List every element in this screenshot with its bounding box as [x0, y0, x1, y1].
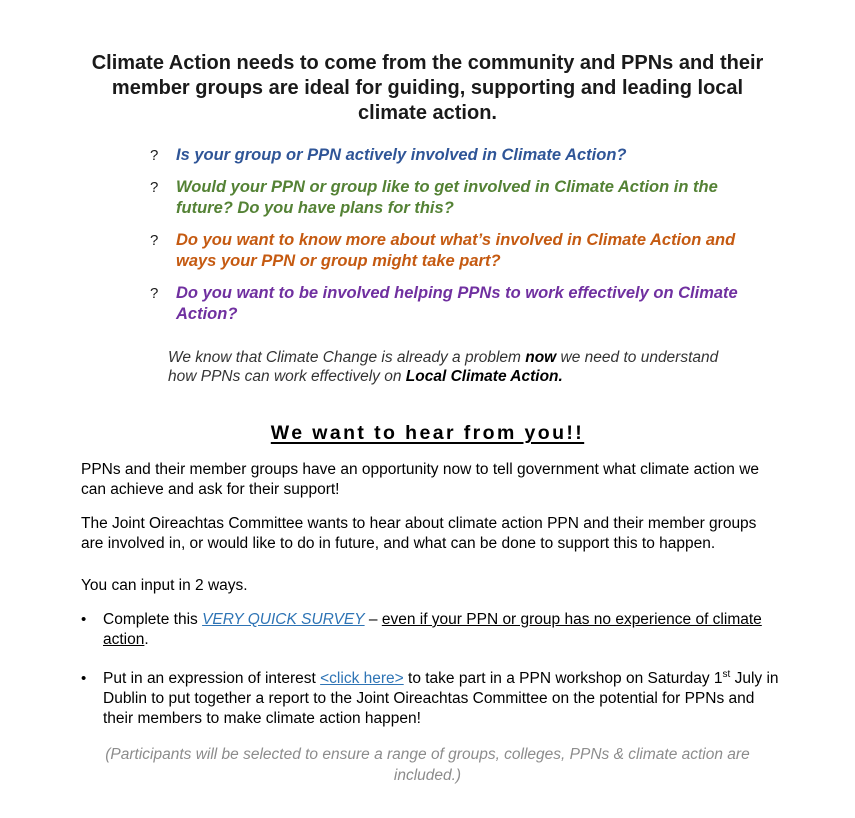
hear-heading-row	[0, 422, 855, 445]
bullet-icon: •	[81, 611, 87, 628]
paragraph-input-ways: You can input in 2 ways.	[81, 577, 248, 594]
bullet-text	[103, 669, 781, 729]
bullet-underlined-text: even if your PPN or group has no experience of climate action	[103, 611, 762, 648]
bullet-dash: –	[364, 611, 382, 628]
know-bold-now: now	[525, 349, 557, 366]
bullet-item-workshop	[81, 669, 781, 729]
question-list	[150, 145, 750, 325]
question-text: Do you want to be involved helping PPNs to work effectively on Climate Action?	[176, 284, 738, 323]
question-text: Is your group or PPN actively involved in Climate Action?	[176, 146, 627, 164]
know-text-2: we need to understand how PPNs can work effectively on	[168, 349, 719, 385]
bullet-item-survey	[81, 610, 781, 650]
question-mark-icon: ?	[150, 147, 159, 164]
question-mark-icon: ?	[150, 232, 159, 249]
click-here-link[interactable]: <click here>	[320, 670, 404, 687]
bullet-text	[103, 610, 781, 650]
bullet-suffix: July in Dublin to put together a report to the Joint Oireachtas Committee on the potential for PPNs and their members to make climate action happen!	[103, 670, 779, 727]
participants-note: (Participants will be selected to ensure a range of groups, colleges, PPNs & climate action are included.)	[105, 746, 750, 784]
question-mark-icon: ?	[150, 285, 159, 302]
question-item	[150, 145, 750, 166]
know-bold-local-climate-action: Local Climate Action.	[405, 368, 563, 385]
date-superscript: st	[722, 668, 731, 680]
bullet-mid-text: to take part in a PPN workshop on Saturday 1	[403, 670, 723, 687]
know-text-1: We know that Climate Change is already a problem	[168, 349, 526, 366]
paragraph-opportunity: PPNs and their member groups have an opportunity now to tell government what climate action we can achieve and ask for their support!	[81, 461, 760, 498]
bullet-prefix: Put in an expression of interest	[103, 670, 321, 687]
bullet-suffix: .	[144, 631, 149, 648]
know-statement	[168, 348, 728, 386]
question-mark-icon: ?	[150, 179, 159, 196]
survey-link[interactable]: VERY QUICK SURVEY	[202, 611, 365, 628]
paragraph-committee: The Joint Oireachtas Committee wants to hear about climate action PPN and their member groups are involved in, or would like to do in future, and what can be done to support this to happen.	[81, 515, 757, 552]
bullet-list	[81, 610, 781, 729]
bullet-icon: •	[81, 670, 87, 687]
question-item	[150, 283, 750, 325]
question-text: Would your PPN or group like to get involved in Climate Action in the future? Do you have plans for this?	[176, 178, 718, 217]
question-item	[150, 177, 750, 219]
hear-heading: We want to hear from you!!	[270, 422, 585, 444]
bullet-prefix: Complete this	[103, 611, 203, 628]
question-text: Do you want to know more about what’s involved in Climate Action and ways your PPN or group might take part?	[176, 231, 736, 270]
question-item	[150, 230, 750, 272]
headline: Climate Action needs to come from the community and PPNs and their member groups are ideal for guiding, supporting and leading local climate action.	[91, 52, 764, 124]
